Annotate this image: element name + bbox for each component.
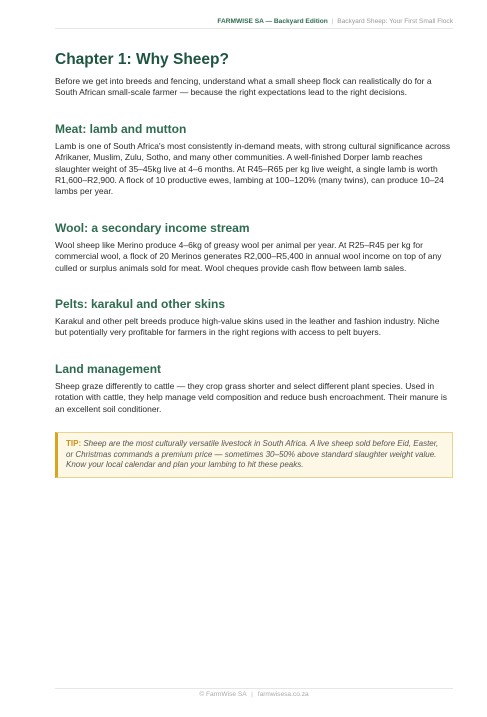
section-meat: [55, 122, 453, 198]
header-separator: |: [331, 18, 334, 25]
footer-copyright: © FarmWise SA: [199, 691, 247, 698]
footer-separator: |: [251, 691, 253, 698]
section-wool: [55, 221, 453, 274]
section-heading-pelts: Pelts: karakul and other skins: [55, 297, 226, 312]
section-heading-meat: Meat: lamb and mutton: [55, 121, 187, 136]
running-header: [55, 18, 453, 29]
header-book-title: Backyard Sheep: Your First Small Flock: [337, 18, 453, 25]
section-pelts: [55, 297, 453, 339]
section-body-wool: Wool sheep like Merino produce 4–6kg of greasy wool per animal per year. At R25–R45 per kg for commercial wool, a flock of 20 Merinos generates R2,000–R5,400 in annual wool income on top of any culled or surplus animals sold for meat. Wool cheques provide cash flow between lamb sales.: [55, 239, 442, 273]
section-heading-wool: Wool: a secondary income stream: [55, 220, 250, 235]
footer-website: farmwisesa.co.za: [257, 691, 309, 698]
section-land: [55, 362, 453, 415]
tip-callout: [55, 432, 453, 478]
chapter-intro: Before we get into breeds and fencing, understand what a small sheep flock can realistically do for a South African small-scale farmer — because the right expectations lead to the right decisions.: [55, 76, 432, 98]
section-heading-land: Land management: [55, 361, 162, 376]
header-brand: FARMWISE SA — Backyard Edition: [217, 18, 328, 25]
section-body-land: Sheep graze differently to cattle — they crop grass shorter and select different plant species. Used in rotation with cattle, they help manage veld composition and reduce bush encroachment. Their manure is an excellent soil conditioner.: [55, 380, 448, 414]
section-body-pelts: Karakul and other pelt breeds produce high-value skins used in the leather and fashion industry. Niche but potentially very profitable for farmers in the right regions with access to pelt buyers.: [55, 316, 440, 338]
section-body-meat: Lamb is one of South Africa's most consistently in-demand meats, with strong cultural significance across Afrikaner, Muslim, Zulu, Sotho, and many other communities. A well-finished Dorper lamb reaches slaughter weight of 35–45kg live at 4–6 months. At R45–R65 per kg live weight, a single lamb is worth R1,600–R2,900. A flock of 10 productive ewes, lambing at 100–120% (many twins), can produce 10–24 lambs per year.: [55, 140, 451, 197]
chapter-title: Chapter 1: Why Sheep?: [55, 51, 229, 68]
tip-text: Sheep are the most culturally versatile livestock in South Africa. A live sheep sold before Eid, Easter, or Christmas commands a premium price — sometimes 30–50% above standard slaughter weight value. Know your local calendar and plan your lambing to hit these peaks.: [66, 439, 439, 470]
tip-label: TIP:: [66, 439, 82, 449]
chapter-content: [55, 50, 453, 478]
running-footer: [55, 688, 453, 698]
document-page: [55, 0, 453, 717]
